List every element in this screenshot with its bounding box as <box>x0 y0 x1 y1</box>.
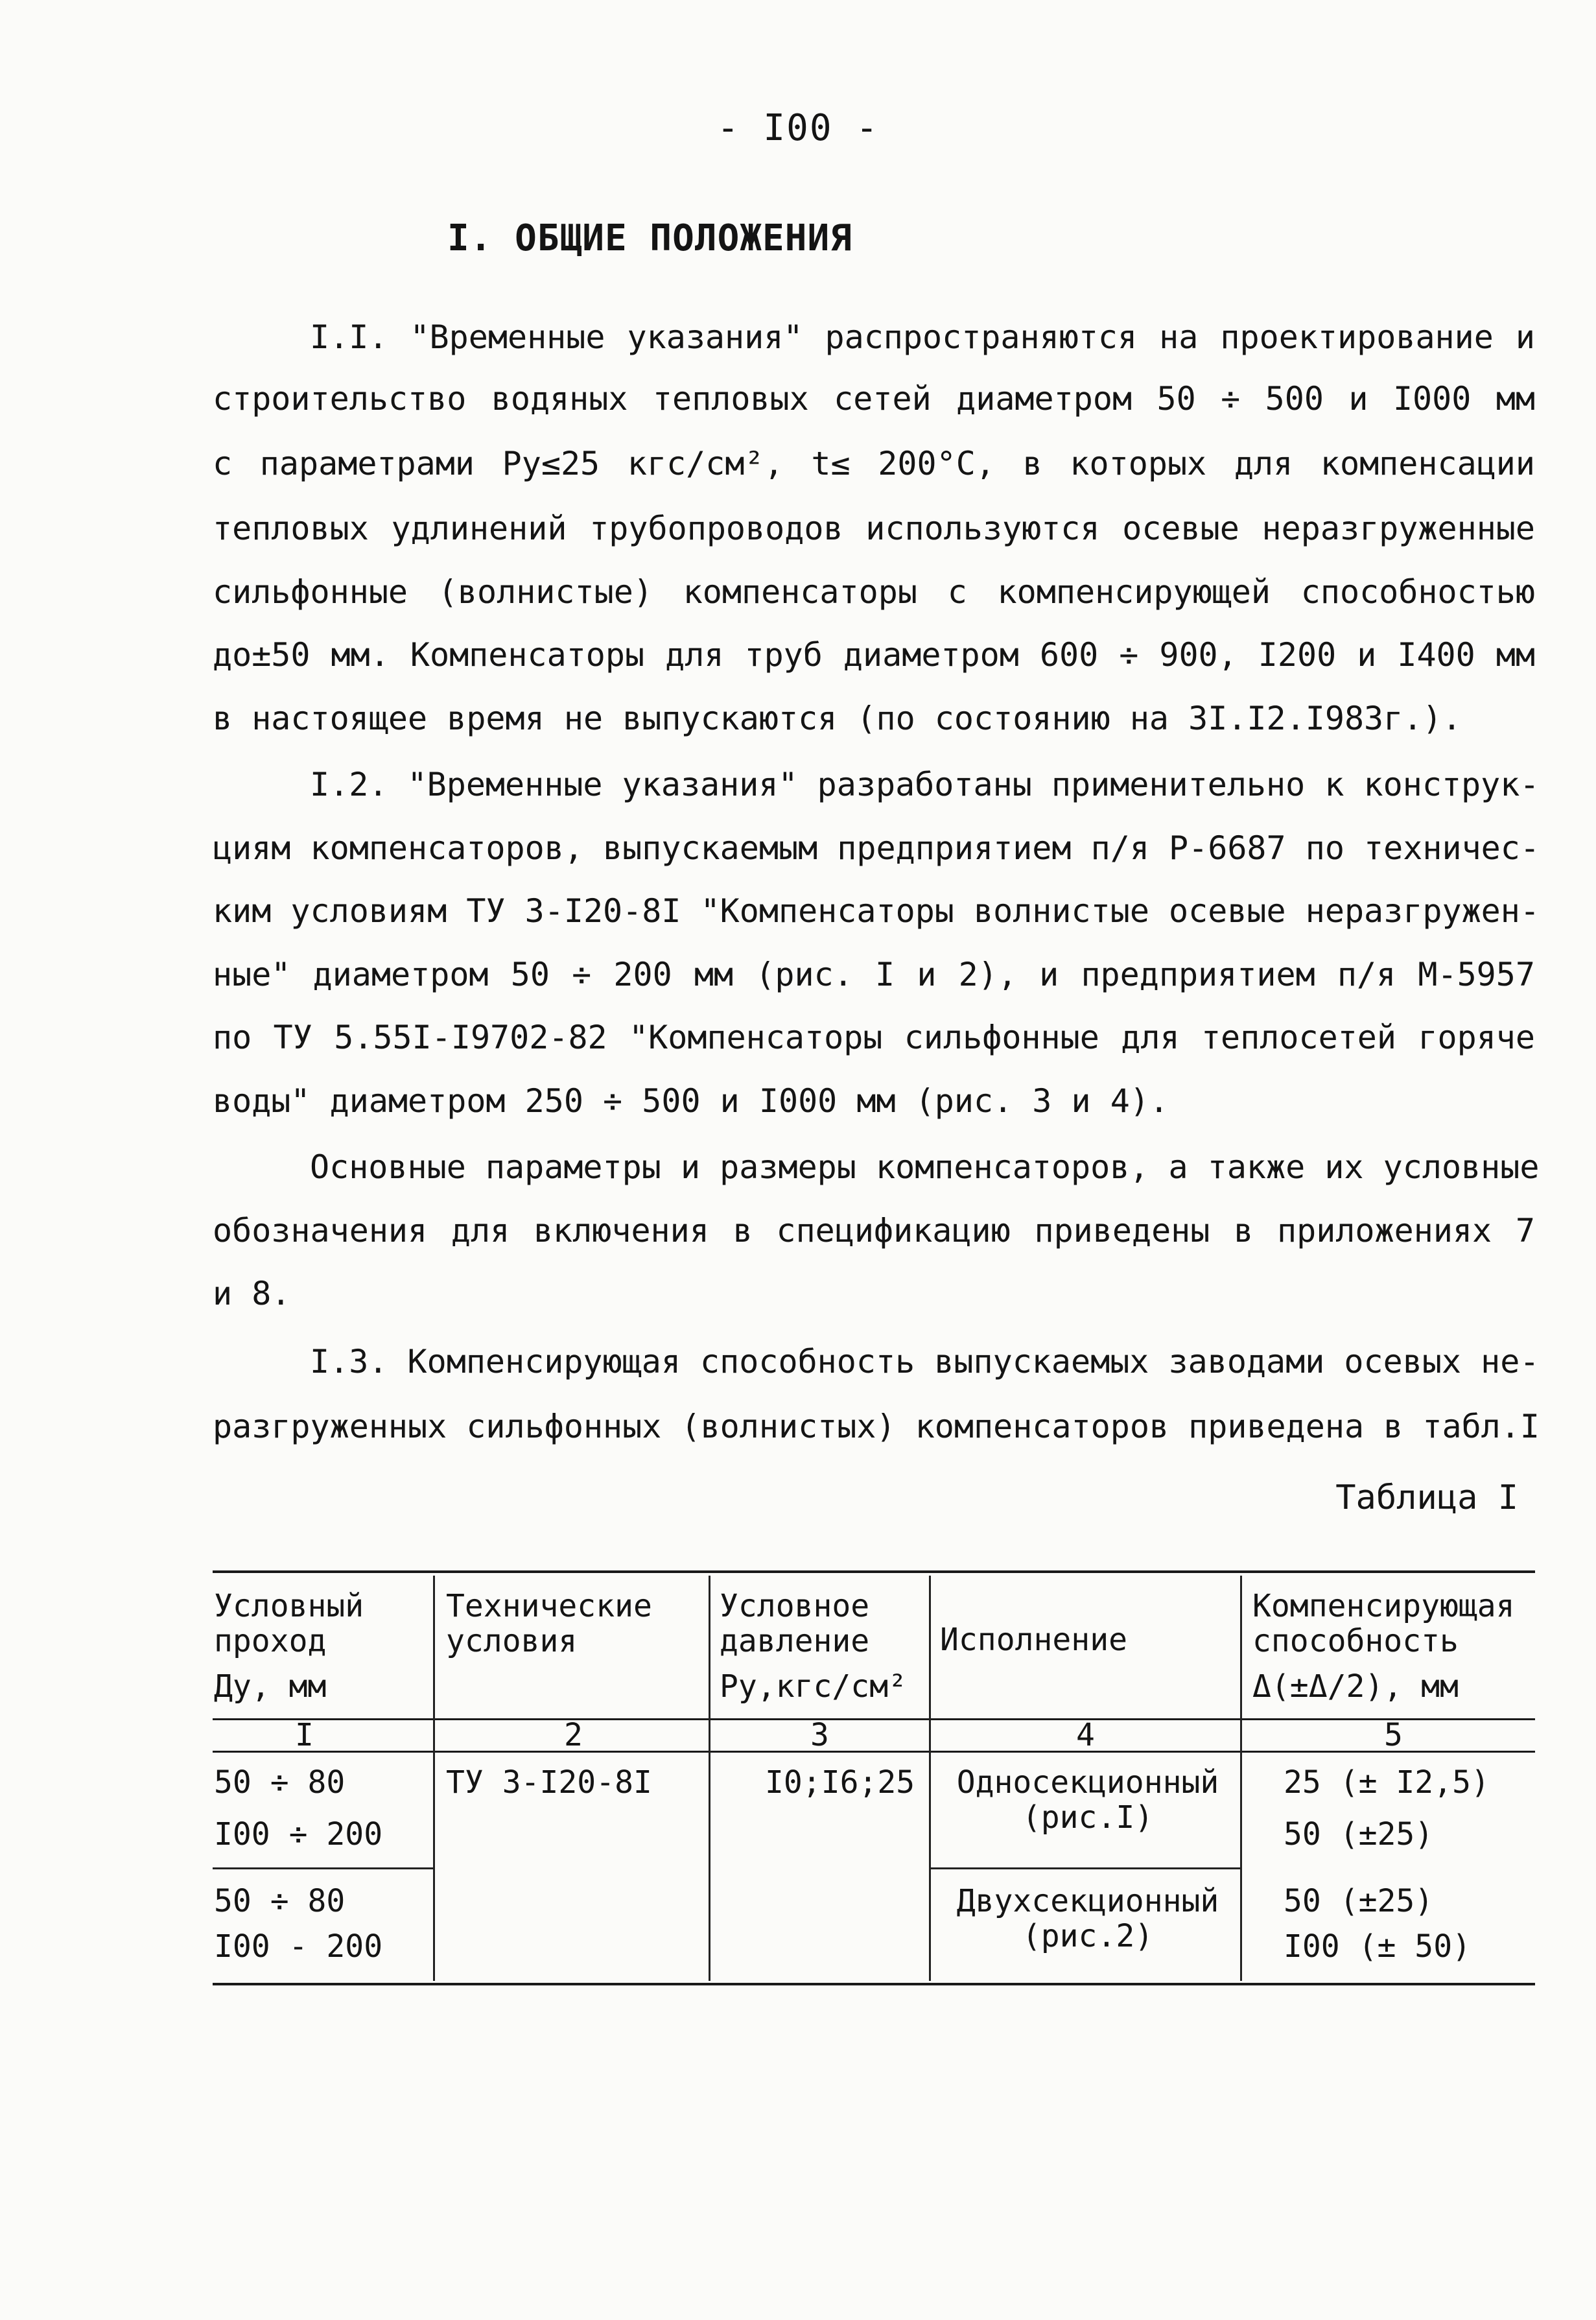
row-1-pressure: I0;I6;25 <box>765 1764 915 1801</box>
column-separator <box>929 1576 931 1981</box>
row-1-capacity <box>1284 1765 1490 1852</box>
column-number: 2 <box>564 1717 583 1753</box>
text-line: I.2. "Временные указания" разработаны применительно к конструк- <box>310 766 1540 803</box>
text-line: циям компенсаторов, выпускаемым предприятием п/я Р-6687 по техничес- <box>213 829 1540 867</box>
column-number: 5 <box>1384 1717 1403 1753</box>
header-line: условия <box>446 1623 578 1659</box>
header-line: Ду, мм <box>214 1668 327 1705</box>
column-number-rule <box>213 1751 1535 1753</box>
header-line: Условное <box>720 1588 870 1624</box>
row-2-diameters <box>214 1884 382 1964</box>
text-line: ким условиям ТУ 3-I20-8I "Компенсаторы волнистые осевые неразгружен- <box>213 892 1540 930</box>
header-line: Δ(±Δ/2), мм <box>1252 1668 1459 1705</box>
table-bottom-rule <box>213 1983 1535 1985</box>
column-separator <box>433 1576 435 1981</box>
header-capacity <box>1252 1589 1515 1704</box>
column-number: I <box>295 1717 314 1753</box>
cell-line: 50 (±25) <box>1284 1883 1434 1919</box>
column-separator <box>709 1576 710 1981</box>
header-spec <box>446 1589 652 1659</box>
header-line: давление <box>720 1623 870 1659</box>
cell-line: (рис.2) <box>1022 1918 1154 1954</box>
row-2-capacity <box>1284 1884 1471 1964</box>
text-line: воды" диаметром 250 ÷ 500 и I000 мм (рис. 3 и 4). <box>213 1082 1169 1120</box>
page-number: - I00 - <box>716 107 879 149</box>
row-1-design <box>939 1765 1237 1835</box>
column-separator <box>1240 1576 1242 1981</box>
cell-line: I00 (± 50) <box>1284 1928 1471 1965</box>
cell-line: 50 ÷ 80 <box>214 1883 346 1919</box>
column-number: 3 <box>810 1717 829 1753</box>
row-divider-col4 <box>930 1867 1241 1869</box>
text-line: Основные параметры и размеры компенсаторов, а также их условные <box>310 1148 1540 1186</box>
cell-line: I00 ÷ 200 <box>214 1816 383 1852</box>
cell-line: 25 (± I2,5) <box>1284 1764 1490 1801</box>
text-line: по ТУ 5.55I-I9702-82 "Компенсаторы сильфонные для теплосетей горяче <box>213 1019 1535 1056</box>
text-line: обозначения для включения в спецификацию приведены в приложениях 7 <box>213 1212 1535 1249</box>
cell-line: 50 (±25) <box>1284 1816 1434 1852</box>
text-line: разгруженных сильфонных (волнистых) компенсаторов приведена в табл.I <box>213 1408 1540 1445</box>
cell-line: Двухсекционный <box>956 1883 1219 1919</box>
header-line: Условный <box>214 1588 364 1624</box>
row-1-spec: ТУ 3-I20-8I <box>446 1764 652 1801</box>
text-line: сильфонные (волнистые) компенсаторы с компенсирующей способностью <box>213 573 1535 611</box>
text-line: в настоящее время не выпускаются (по состоянию на 3I.I2.I983г.). <box>213 700 1462 737</box>
row-divider-col1 <box>213 1867 433 1869</box>
cell-line: (рис.I) <box>1022 1799 1154 1836</box>
cell-line: 50 ÷ 80 <box>214 1764 346 1801</box>
header-pressure <box>720 1589 907 1704</box>
header-line: Исполнение <box>940 1622 1127 1658</box>
table-top-rule <box>213 1570 1535 1573</box>
cell-line: Односекционный <box>956 1764 1219 1801</box>
header-line: Компенсирующая <box>1252 1588 1515 1624</box>
text-line: ные" диаметром 50 ÷ 200 мм (рис. I и 2), и предприятием п/я М-5957 <box>213 956 1535 993</box>
text-line: тепловых удлинений трубопроводов используются осевые неразгруженные <box>213 510 1535 547</box>
text-line: I.3. Компенсирующая способность выпускаемых заводами осевых не- <box>310 1343 1540 1380</box>
header-line: проход <box>214 1623 327 1659</box>
row-1-diameters <box>214 1765 382 1852</box>
header-line: Технические <box>446 1588 652 1624</box>
column-number: 4 <box>1076 1717 1095 1753</box>
header-diameter <box>214 1589 364 1704</box>
text-line: до±50 мм. Компенсаторы для труб диаметром 600 ÷ 900, I200 и I400 мм <box>213 636 1535 674</box>
text-line: строительство водяных тепловых сетей диаметром 50 ÷ 500 и I000 мм <box>213 380 1535 418</box>
header-line: Ру,кгс/см² <box>720 1668 907 1705</box>
text-line: с параметрами Ру≤25 кгс/см², t≤ 200°С, в которых для компенсации <box>213 445 1535 482</box>
header-rule <box>213 1718 1535 1720</box>
cell-line: I00 - 200 <box>214 1928 383 1965</box>
header-line: способность <box>1252 1623 1459 1659</box>
section-title: I. ОБЩИЕ ПОЛОЖЕНИЯ <box>447 217 852 259</box>
text-line: и 8. <box>213 1275 291 1312</box>
row-2-design <box>939 1884 1237 1954</box>
header-design <box>940 1622 1127 1657</box>
table-caption: Таблица I <box>1335 1478 1518 1517</box>
text-line: I.I. "Временные указания" распространяются на проектирование и <box>310 318 1535 356</box>
